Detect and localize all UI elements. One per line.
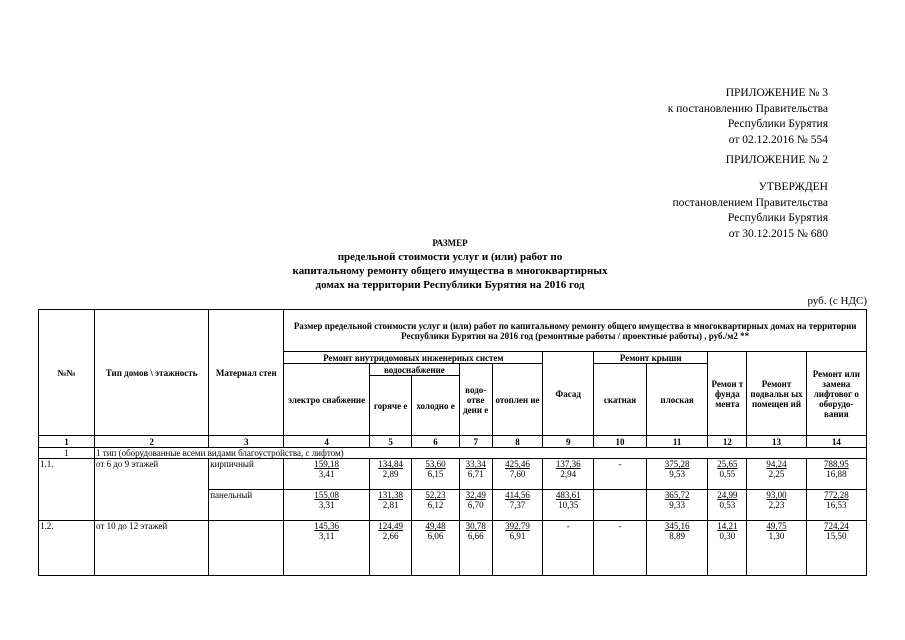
column-number: 6: [412, 436, 460, 448]
design-value: 2,23: [768, 500, 785, 510]
value-cell: [594, 459, 647, 490]
row-number: 1.1.: [39, 459, 95, 490]
design-value: 9,33: [669, 500, 685, 510]
repair-value: 131,38: [378, 490, 403, 500]
appendix-3-block: [668, 86, 828, 148]
column-number: 2: [95, 436, 209, 448]
column-number: 5: [369, 436, 411, 448]
table-row: [39, 490, 867, 521]
design-value: 3,11: [318, 531, 335, 541]
design-value: 0,30: [719, 531, 736, 541]
repair-value: 25,65: [717, 459, 738, 469]
col-header-num: №№: [39, 310, 95, 436]
title-line: капитальному ремонту общего имущества в многоквартирных: [292, 265, 608, 277]
value-cell: [708, 490, 747, 521]
value-cell: [369, 459, 411, 490]
repair-value: 53,60: [425, 459, 446, 469]
approved-block: [672, 180, 828, 242]
col-header-pitched: скатная: [594, 364, 647, 436]
design-value: 1,30: [768, 531, 785, 541]
repair-value: -: [566, 521, 570, 531]
value-cell: [646, 521, 707, 576]
appendix-3-date: от 02.12.2016 № 554: [728, 133, 828, 146]
column-number: 4: [284, 436, 370, 448]
value-cell: [492, 459, 543, 490]
design-value: 2,66: [382, 531, 399, 541]
value-cell: [492, 521, 543, 576]
design-value: 6,06: [427, 531, 444, 541]
column-number: 14: [806, 436, 866, 448]
value-cell: [806, 459, 866, 490]
design-value: 2,81: [382, 500, 399, 510]
table-row: [39, 521, 867, 576]
design-value: 6,66: [467, 531, 484, 541]
repair-value: 155,08: [314, 490, 339, 500]
design-value: 16,53: [826, 500, 847, 510]
design-value: 2,89: [382, 469, 399, 479]
repair-value: -: [618, 521, 622, 531]
col-header-basement: Ремонт подвальн ых помещен ий: [747, 352, 806, 436]
table-row: [39, 459, 867, 490]
group-num: 1: [39, 448, 95, 459]
col-header-elevator: Ремонт или замена лифтовог о оборудо- вания: [806, 352, 866, 436]
repair-value: 392,79: [505, 521, 530, 531]
group-label: 1 тип (оборудованные всеми видами благоустройства, с лифтом): [95, 448, 867, 459]
value-cell: [543, 459, 594, 490]
col-header-roof: Ремонт крыши: [594, 352, 708, 364]
title-line: домах на территории Республики Бурятия на 2016 год: [315, 279, 585, 291]
value-cell: [747, 521, 806, 576]
repair-value: 483,61: [555, 490, 581, 500]
design-value: 3,31: [318, 500, 335, 510]
repair-value: 345,16: [664, 521, 690, 531]
design-value: 0,55: [719, 469, 736, 479]
approved-title: УТВЕРЖДЕН: [758, 181, 828, 193]
value-cell: [543, 521, 594, 576]
currency-note: руб. (с НДС): [807, 295, 867, 307]
value-cell: [543, 490, 594, 521]
repair-value: 52,23: [425, 490, 446, 500]
repair-value: 30,78: [465, 521, 486, 531]
repair-value: 414,56: [505, 490, 530, 500]
value-cell: [459, 459, 492, 490]
design-value: 6,70: [467, 500, 484, 510]
title-line: РАЗМЕР: [432, 238, 468, 248]
appendix-3-title: ПРИЛОЖЕНИЕ № 3: [725, 87, 828, 99]
column-number: 12: [708, 436, 747, 448]
col-header-material: Материал стен: [209, 310, 284, 436]
value-cell: [284, 459, 370, 490]
design-value: 9,53: [669, 469, 685, 479]
column-number: 9: [543, 436, 594, 448]
col-header-facade: Фасад: [543, 352, 594, 436]
approved-line: Республики Бурятия: [727, 212, 828, 224]
value-cell: [459, 521, 492, 576]
design-value: 16,88: [826, 469, 847, 479]
value-cell: [806, 490, 866, 521]
col-header-type: Тип домов \ этажность: [95, 310, 209, 436]
design-value: 2,25: [768, 469, 785, 479]
column-number: 13: [747, 436, 806, 448]
approved-date: от 30.12.2015 № 680: [728, 227, 828, 240]
col-header-power: электро снабжение: [284, 364, 370, 436]
value-cell: [369, 490, 411, 521]
document-title: [225, 236, 675, 292]
value-cell: [646, 490, 707, 521]
row-house-type: от 10 до 12 этажей: [95, 521, 209, 576]
value-cell: [594, 521, 647, 576]
repair-value: -: [618, 459, 622, 469]
column-number: 8: [492, 436, 543, 448]
column-number: 11: [646, 436, 707, 448]
row-number: 1.2.: [39, 521, 95, 576]
value-cell: [284, 521, 370, 576]
repair-value: 365,72: [664, 490, 690, 500]
repair-value: 94,24: [766, 459, 787, 469]
design-value: 6,15: [427, 469, 444, 479]
repair-value: 134,84: [378, 459, 403, 469]
appendix-3-line: Республики Бурятия: [727, 118, 828, 130]
design-value: 7,60: [509, 469, 526, 479]
repair-value: 32,49: [465, 490, 486, 500]
value-cell: [594, 490, 647, 521]
title-line: предельной стоимости услуг и (или) работ по: [337, 251, 563, 263]
design-value: 6,12: [427, 500, 444, 510]
col-header-drain: водо- отве дени е: [459, 364, 492, 436]
design-value: 6,91: [509, 531, 526, 541]
cost-table: [38, 309, 867, 576]
repair-value: 159,18: [314, 459, 339, 469]
row-wall-material: панельный: [209, 490, 284, 521]
value-cell: [412, 490, 460, 521]
repair-value: 14,21: [717, 521, 738, 531]
row-house-type: [95, 490, 209, 521]
column-number: 1: [39, 436, 95, 448]
design-value: 7,37: [509, 500, 526, 510]
value-cell: [747, 490, 806, 521]
design-value: 10,35: [558, 500, 579, 510]
appendix-2-title: ПРИЛОЖЕНИЕ № 2: [725, 154, 828, 166]
value-cell: [459, 490, 492, 521]
design-value: 15,50: [826, 531, 847, 541]
repair-value: 124,49: [378, 521, 403, 531]
col-header-flat: плоская: [646, 364, 707, 436]
value-cell: [646, 459, 707, 490]
col-header-cold: холодно е: [412, 376, 460, 436]
value-cell: [412, 521, 460, 576]
value-cell: [708, 459, 747, 490]
appendix-3-line: к постановлению Правительства: [667, 102, 828, 115]
column-number: 7: [459, 436, 492, 448]
row-number: [39, 490, 95, 521]
repair-value: 24,99: [717, 490, 738, 500]
design-value: 2,94: [560, 469, 577, 479]
approved-line: постановлением Правительства: [672, 196, 828, 209]
col-header-heat: отоплен ие: [492, 364, 543, 436]
column-number: 3: [209, 436, 284, 448]
design-value: 8,89: [669, 531, 685, 541]
row-wall-material: кирпичный: [209, 459, 284, 490]
repair-value: 49,48: [425, 521, 446, 531]
value-cell: [369, 521, 411, 576]
value-cell: [412, 459, 460, 490]
value-cell: [284, 490, 370, 521]
design-value: 0,53: [719, 500, 736, 510]
column-number-row: [39, 436, 867, 448]
col-header-water: водоснабжение: [369, 364, 459, 376]
row-wall-material: [209, 521, 284, 576]
group-row: [39, 448, 867, 459]
repair-value: 49,75: [766, 521, 787, 531]
repair-value: 137,36: [555, 459, 581, 469]
repair-value: 724,24: [823, 521, 849, 531]
value-cell: [492, 490, 543, 521]
repair-value: 33,34: [465, 459, 486, 469]
design-value: 3,41: [318, 469, 335, 479]
design-value: 6,71: [467, 469, 484, 479]
repair-value: 145,36: [314, 521, 339, 531]
row-house-type: от 6 до 9 этажей: [95, 459, 209, 490]
col-header-foundation: Ремон т фунда мента: [708, 352, 747, 436]
value-cell: [806, 521, 866, 576]
value-cell: [747, 459, 806, 490]
appendix-2-block: [726, 153, 828, 169]
value-cell: [708, 521, 747, 576]
col-header-hot: горяче е: [369, 376, 411, 436]
repair-value: 375,28: [664, 459, 690, 469]
repair-value: 425,46: [505, 459, 530, 469]
repair-value: 788,95: [823, 459, 849, 469]
repair-value: 772,28: [823, 490, 849, 500]
repair-value: 93,00: [766, 490, 787, 500]
column-number: 10: [594, 436, 647, 448]
col-header-size: Размер предельной стоимости услуг и (или) работ по капитальному ремонту общего имущества в многоквартирных домах на территории Республики Бурятия на 2016 год (ремонтные работы / проектные работы) , руб./м2 **: [284, 310, 867, 352]
col-header-internal: Ремонт внутридомовых инженерных систем: [284, 352, 543, 364]
